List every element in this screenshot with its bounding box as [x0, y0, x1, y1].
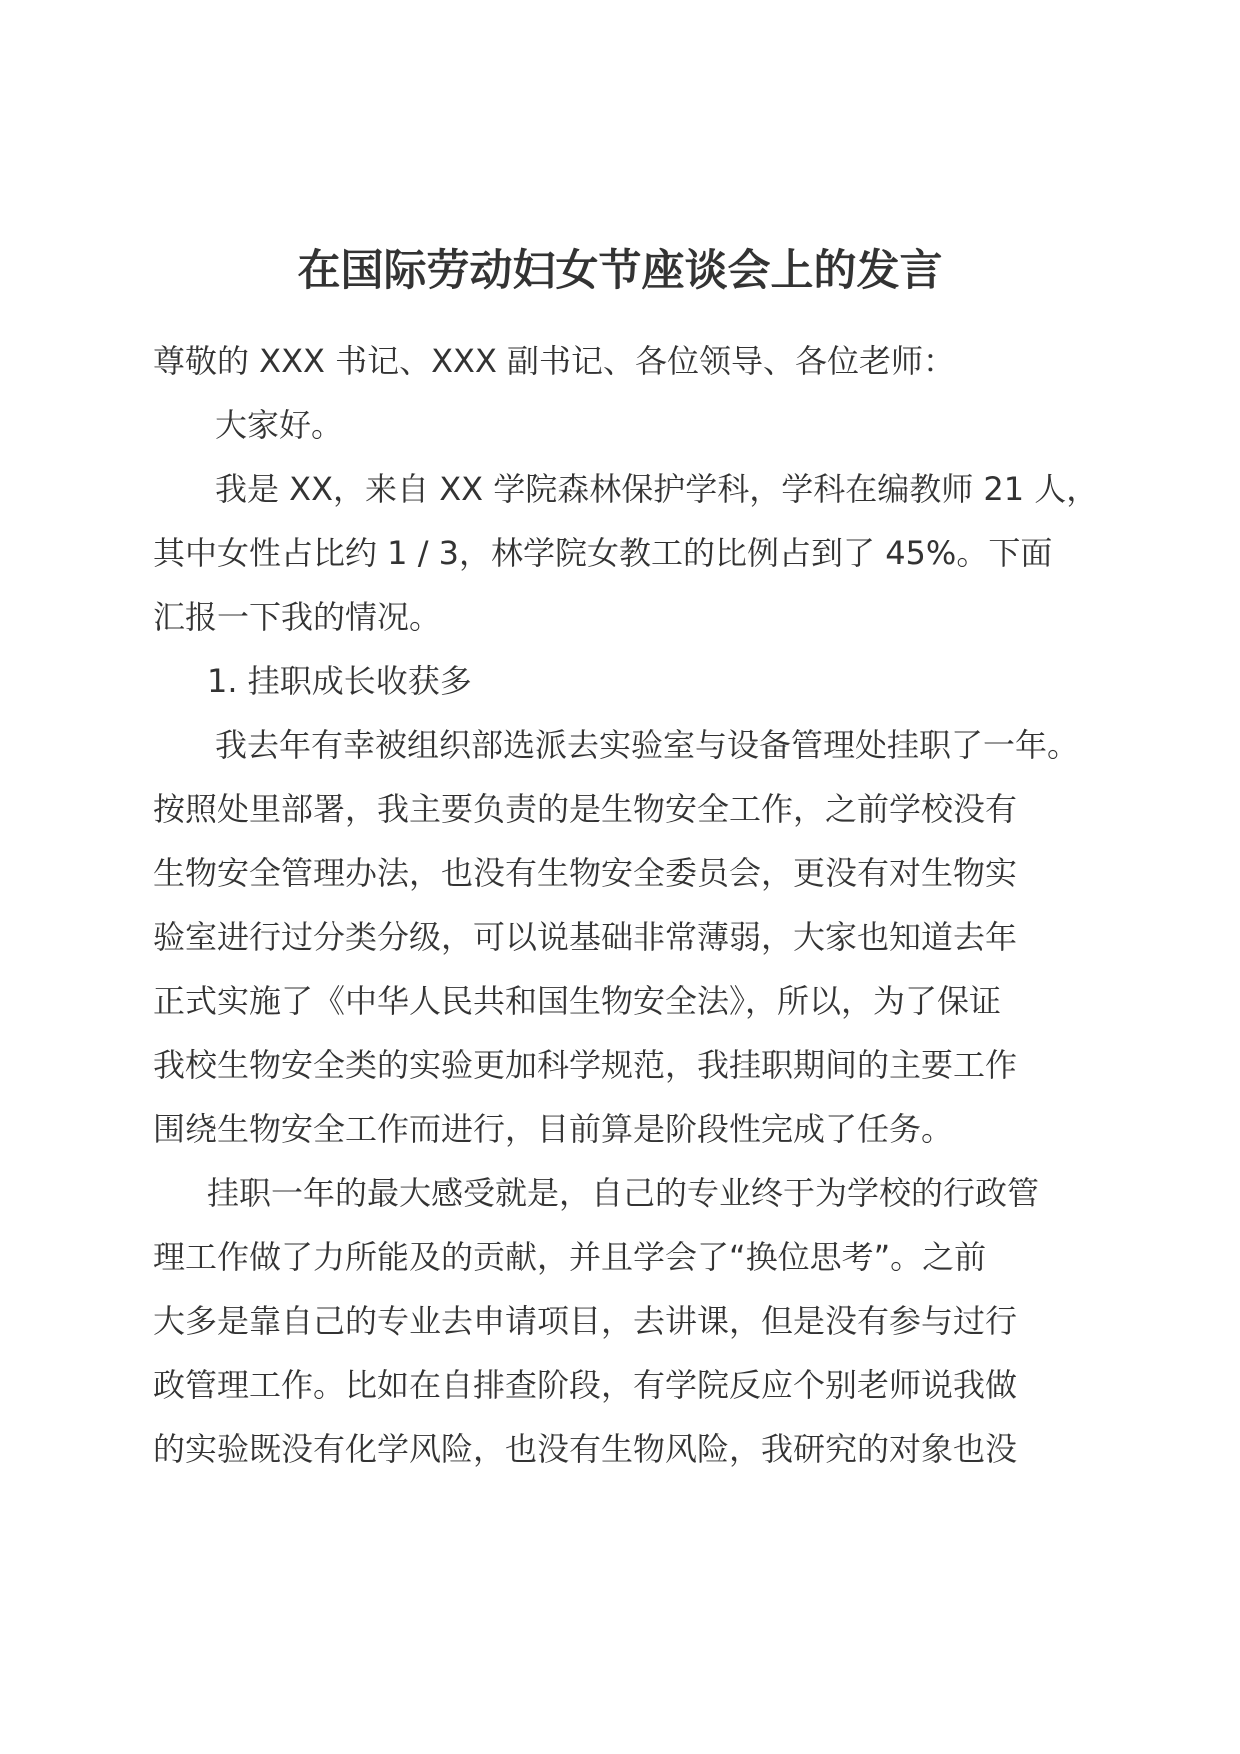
paragraph-line: 围绕生物安全工作而进行，目前算是阶段性完成了任务。	[153, 1110, 954, 1148]
paragraph-line: 政管理工作。比如在自排查阶段，有学院反应个别老师说我做	[153, 1366, 1018, 1404]
paragraph-line: 的实验既没有化学风险，也没有生物风险，我研究的对象也没	[153, 1430, 1018, 1468]
paragraph-line: 大多是靠自己的专业去申请项目，去讲课，但是没有参与过行	[153, 1302, 1018, 1340]
paragraph-line: 我校生物安全类的实验更加科学规范，我挂职期间的主要工作	[153, 1046, 1018, 1084]
paragraph-line: 我去年有幸被组织部选派去实验室与设备管理处挂职了一年。	[215, 726, 1080, 764]
greeting: 大家好。	[215, 406, 344, 444]
section-heading: 1. 挂职成长收获多	[207, 662, 472, 700]
document-title: 在国际劳动妇女节座谈会上的发言	[297, 246, 943, 296]
document-body	[153, 329, 1108, 1481]
paragraph-line: 正式实施了《中华人民共和国生物安全法》，所以，为了保证	[153, 982, 1002, 1020]
salutation: 尊敬的 XXX 书记、XXX 副书记、各位领导、各位老师：	[153, 342, 956, 380]
intro-line: 汇报一下我的情况。	[153, 598, 442, 636]
intro-line: 其中女性占比约 1 / 3，林学院女教工的比例占到了 45%。下面	[153, 534, 1053, 572]
paragraph-line: 挂职一年的最大感受就是，自己的专业终于为学校的行政管	[207, 1174, 1040, 1212]
intro-line: 我是 XX，来自 XX 学院森林保护学科，学科在编教师 21 人，	[215, 470, 1099, 508]
paragraph-line: 按照处里部署，我主要负责的是生物安全工作，之前学校没有	[153, 790, 1018, 828]
paragraph-line: 生物安全管理办法，也没有生物安全委员会，更没有对生物实	[153, 854, 1018, 892]
paragraph-line: 验室进行过分类分级，可以说基础非常薄弱，大家也知道去年	[153, 918, 1018, 956]
paragraph-line: 理工作做了力所能及的贡献，并且学会了“换位思考”。之前	[153, 1238, 987, 1276]
